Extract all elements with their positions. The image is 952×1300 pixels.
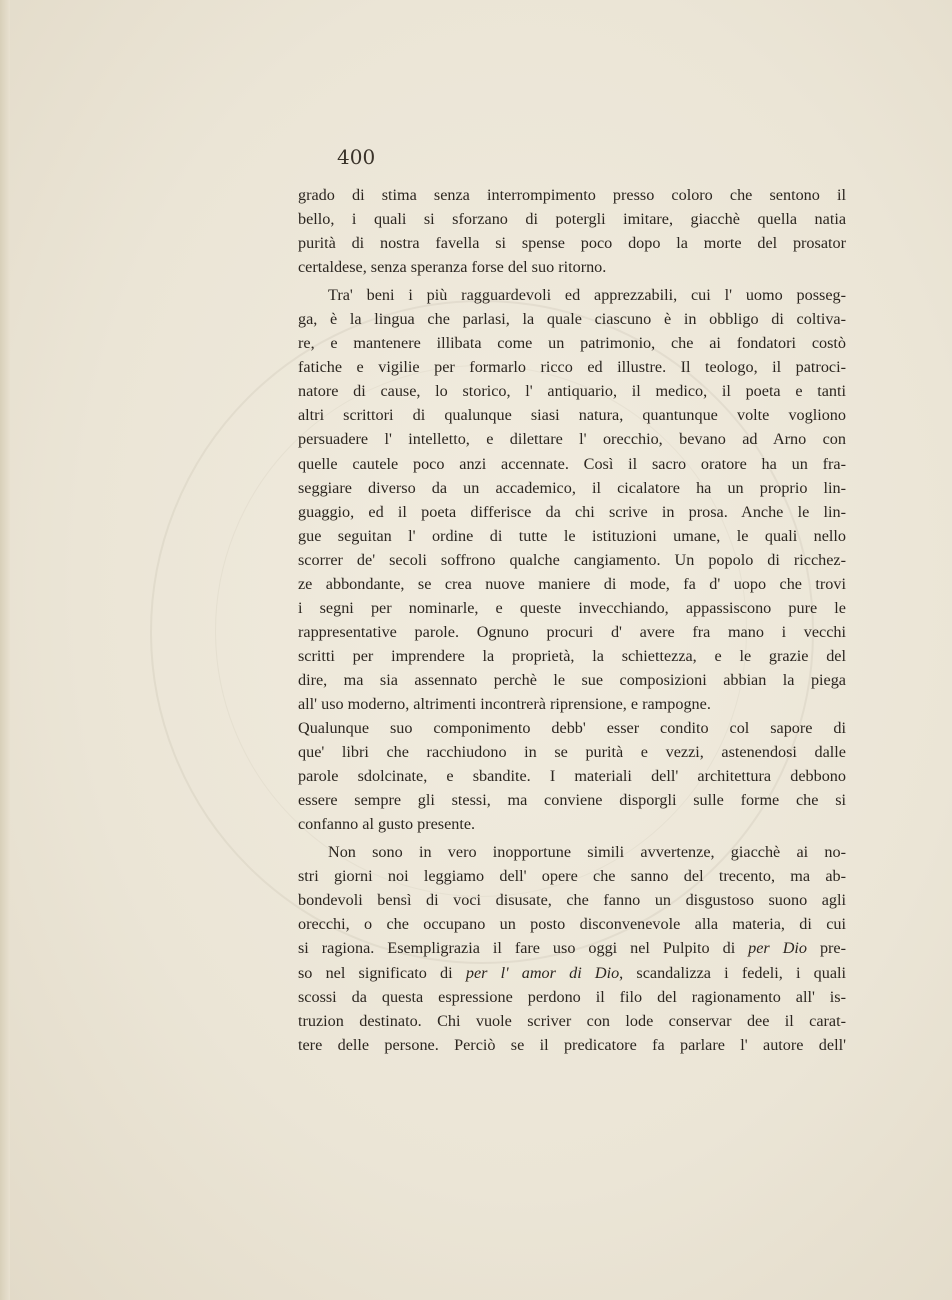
text-segment: so nel significato di [298, 963, 466, 982]
text-line: parole sdolcinate, e sbandite. I materiali dell' architettura debbono [298, 767, 846, 786]
text-line: fatiche e vigilie per formarlo ricco ed illustre. Il teologo, il patroci- [298, 358, 846, 377]
italic-phrase: per l' amor di Dio [465, 963, 620, 982]
page-gutter-edge [0, 0, 10, 1300]
text-line: que' libri che racchiudono in se purità e vezzi, astenendosi dalle [298, 743, 846, 762]
text-line: bello, i quali si sforzano di potergli imitare, giacchè quella natia [298, 210, 846, 229]
text-line: persuadere l' intelletto, e dilettare l' orecchio, bevano ad Arno con [298, 430, 846, 449]
text-line: Non sono in vero inopportune simili avvertenze, giacchè ai no- [328, 843, 846, 862]
text-line: scorrer de' secoli soffrono qualche cangiamento. Un popolo di ricchez- [298, 550, 846, 569]
text-line: re, e mantenere illibata come un patrimonio, che ai fondatori costò [298, 334, 846, 353]
text-line: stri giorni noi leggiamo dell' opere che sanno del trecento, ma ab- [298, 867, 846, 886]
body-text [298, 183, 846, 1057]
text-line: Tra' beni i più ragguardevoli ed apprezzabili, cui l' uomo posseg- [328, 286, 846, 305]
text-line: dire, ma sia assennato perchè le sue composizioni abbian la piega [298, 670, 846, 689]
text-segment: pre- [806, 939, 847, 958]
text-line: grado di stima senza interrompimento presso coloro che sentono il [298, 186, 846, 204]
text-segment: si ragiona. Esempligrazia il fare uso oggi nel Pulpito di [298, 939, 749, 958]
text-line: altri scrittori di qualunque siasi natura, quantunque volte vogliono [298, 406, 846, 425]
text-line: truzion destinato. Chi vuole scriver con lode conservar dee il carat- [298, 1011, 846, 1030]
text-line: seggiare diverso da un accademico, il cicalatore ha un proprio lin- [298, 478, 846, 497]
text-line: rappresentative parole. Ognuno procuri d' avere fra mano i vecchi [298, 622, 846, 641]
text-line: orecchi, o che occupano un posto disconvenevole alla materia, di cui [298, 915, 846, 934]
text-line: Qualunque suo componimento debb' esser condito col sapore di [298, 719, 846, 738]
text-line: bondevoli bensì di voci disusate, che fanno un disgustoso suono agli [298, 891, 846, 910]
page-number: 400 [337, 145, 376, 169]
text-line: certaldese, senza speranza forse del suo ritorno. [298, 258, 607, 277]
text-line: natore di cause, lo storico, l' antiquario, il medico, il poeta e tanti [298, 382, 846, 401]
text-line: ga, è la lingua che parlasi, la quale ciascuno è in obbligo di coltiva- [298, 310, 846, 329]
text-line: all' uso moderno, altrimenti incontrerà riprensione, e rampogne. [298, 694, 711, 713]
text-line: tere delle persone. Perciò se il predicatore fa parlare l' autore dell' [298, 1035, 846, 1054]
italic-phrase: per Dio [748, 939, 807, 958]
text-segment: , scandalizza i fedeli, i quali [619, 963, 846, 982]
text-line: essere sempre gli stessi, ma conviene disporgli sulle forme che si [298, 791, 846, 810]
text-line [298, 936, 846, 960]
text-line: guaggio, ed il poeta differisce da chi scrive in prosa. Anche le lin- [298, 502, 846, 521]
text-line: quelle cautele poco anzi accennate. Così il sacro oratore ha un fra- [298, 454, 846, 473]
text-line: scritti per imprendere la proprietà, la schiettezza, e le grazie del [298, 646, 846, 665]
text-line: ze abbondante, se crea nuove maniere di mode, fa d' uopo che trovi [298, 574, 846, 593]
text-line: gue seguitan l' ordine di tutte le istituzioni umane, le quali nello [298, 526, 846, 545]
text-line: purità di nostra favella si spense poco dopo la morte del prosator [298, 234, 846, 253]
text-line [298, 961, 846, 985]
text-line: scossi da questa espressione perdono il filo del ragionamento all' is- [298, 987, 846, 1006]
text-line: i segni per nominarle, e queste invecchiando, appassiscono pure le [298, 598, 846, 617]
text-line: confanno al gusto presente. [298, 815, 476, 834]
